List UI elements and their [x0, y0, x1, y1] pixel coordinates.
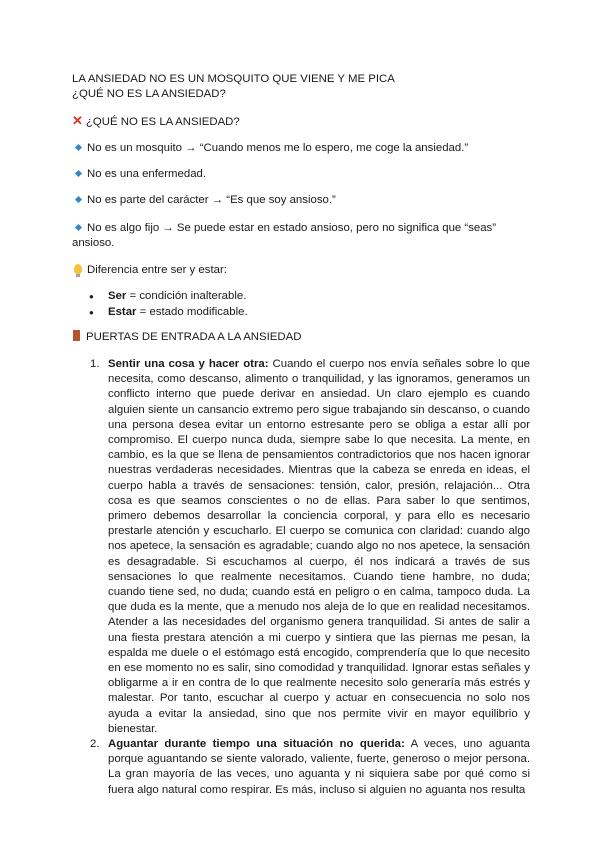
difference-line [72, 263, 532, 278]
section-heading-text: PUERTAS DE ENTRADA A LA ANSIEDAD [86, 331, 302, 343]
document-title [72, 72, 532, 102]
not-item-character [72, 193, 532, 208]
section-heading-not-anxiety [72, 113, 532, 130]
door-item-title: Aguantar durante tiempo una situación no querida: [108, 738, 405, 751]
door-icon [73, 330, 80, 341]
title-line-2: ¿QUÉ NO ES LA ANSIEDAD? [72, 88, 226, 100]
blue-diamond-icon [75, 170, 82, 177]
blue-diamond-icon [75, 196, 82, 203]
doors-list [72, 357, 530, 798]
definition-text: = condición inalterable. [126, 290, 247, 302]
definition-estar [72, 305, 532, 321]
title-line-1: LA ANSIEDAD NO ES UN MOSQUITO QUE VIENE Y ME PICA [72, 73, 395, 85]
blue-diamond-icon [75, 144, 82, 151]
definition-term: Estar [108, 305, 137, 318]
door-item-text: A veces, uno aguanta porque aguantando se siente valorado, valiente, fuerte, generoso o mejor persona. La gran mayoría de las veces, uno aguanta y ni siquiera sabe por qué como si fuera algo natural como respirar. Es más, incluso si alguien no aguanta nos resulta [108, 738, 530, 796]
definitions-list [72, 289, 532, 320]
definition-ser [72, 289, 532, 305]
section-heading-doors [72, 330, 532, 345]
list-number: 2. [90, 738, 100, 751]
door-item-text: Cuando el cuerpo nos envía señales sobre lo que necesita, como descanso, alimento o tranquilidad, y las ignoramos, generamos un conflicto interno que puede derivar en ansiedad. Un claro ejemplo es cuando alguien siente un cansancio extremo pero sigue trabajando sin descanso, o cuando una persona desea evitar un entorno estresante pero se obliga a estar allí por compromiso. El cuerpo nunca duda, siempre sabe lo que necesita. La mente, en cambio, es la que se llena de pensamientos contradictorios que nos hacen ignorar nuestras verdaderas necesidades. Mientras que la cabeza se enreda en ideas, el cuerpo habla a través de sensaciones: tensión, calor, presión, relajación... Otra cosa es que seamos conscientes o no de ellas. Para saber lo que sentimos, primero debemos desarrollar la conciencia corporal, y para ello es necesario prestarle atención y escucharlo. El cuerpo se comunica con claridad: cuando algo nos apetece, la sensación es agradable; cuando algo no nos apetece, la sensación es desagradable. Si escuchamos al cuerpo, él nos indicará a través de sus sensaciones lo que realmente necesitamos. Cuando tiene hambre, no duda; cuando tiene sed, no duda; cuando está en peligro o en calma, tampoco duda. La que duda es la mente, que a menudo nos aleja de lo que en realidad necesitamos. Atender a las necesidades del organismo genera tranquilidad. Si antes de salir a una fiesta prestara atención a mi cuerpo y sintiera que las piernas me pesan, la espalda me duele o el estómago está encogido, comprendería que lo que necesito en ese momento no es salir, sino comodidad y tranquilidad. Ignorar estas señales y obligarme a ir en contra de lo que realmente necesito solo generaría más estrés y malestar. Por tanto, escuchar al cuerpo y actuar en consecuencia no solo nos ayuda a evitar la ansiedad, sino que nos permite vivir en mayor equilibrio y bienestar. [108, 358, 530, 735]
blue-diamond-icon [75, 224, 82, 231]
definition-text: = estado modificable. [136, 305, 248, 318]
door-item-title: Sentir una cosa y hacer otra: [108, 358, 269, 370]
cross-mark-icon: ✕ [72, 113, 83, 128]
not-item-fixed [72, 221, 532, 251]
definition-term: Ser [108, 290, 127, 302]
not-item-text: No es algo fijo → Se puede estar en estado ansioso, pero no significa que “seas” ansioso. [72, 222, 497, 249]
list-number: 1. [90, 358, 100, 370]
not-item-text: No es una enfermedad. [87, 168, 207, 180]
not-item-mosquito [72, 141, 532, 156]
difference-text: Diferencia entre ser y estar: [87, 264, 227, 276]
not-item-text: No es parte del carácter → “Es que soy ansioso.” [87, 194, 336, 206]
light-bulb-icon [74, 264, 82, 274]
not-item-illness [72, 167, 532, 182]
door-item-2 [72, 737, 530, 798]
section-heading-text: ¿QUÉ NO ES LA ANSIEDAD? [85, 116, 240, 128]
door-item-1 [72, 357, 530, 737]
not-item-text: No es un mosquito → “Cuando menos me lo espero, me coge la ansiedad.” [87, 142, 469, 154]
